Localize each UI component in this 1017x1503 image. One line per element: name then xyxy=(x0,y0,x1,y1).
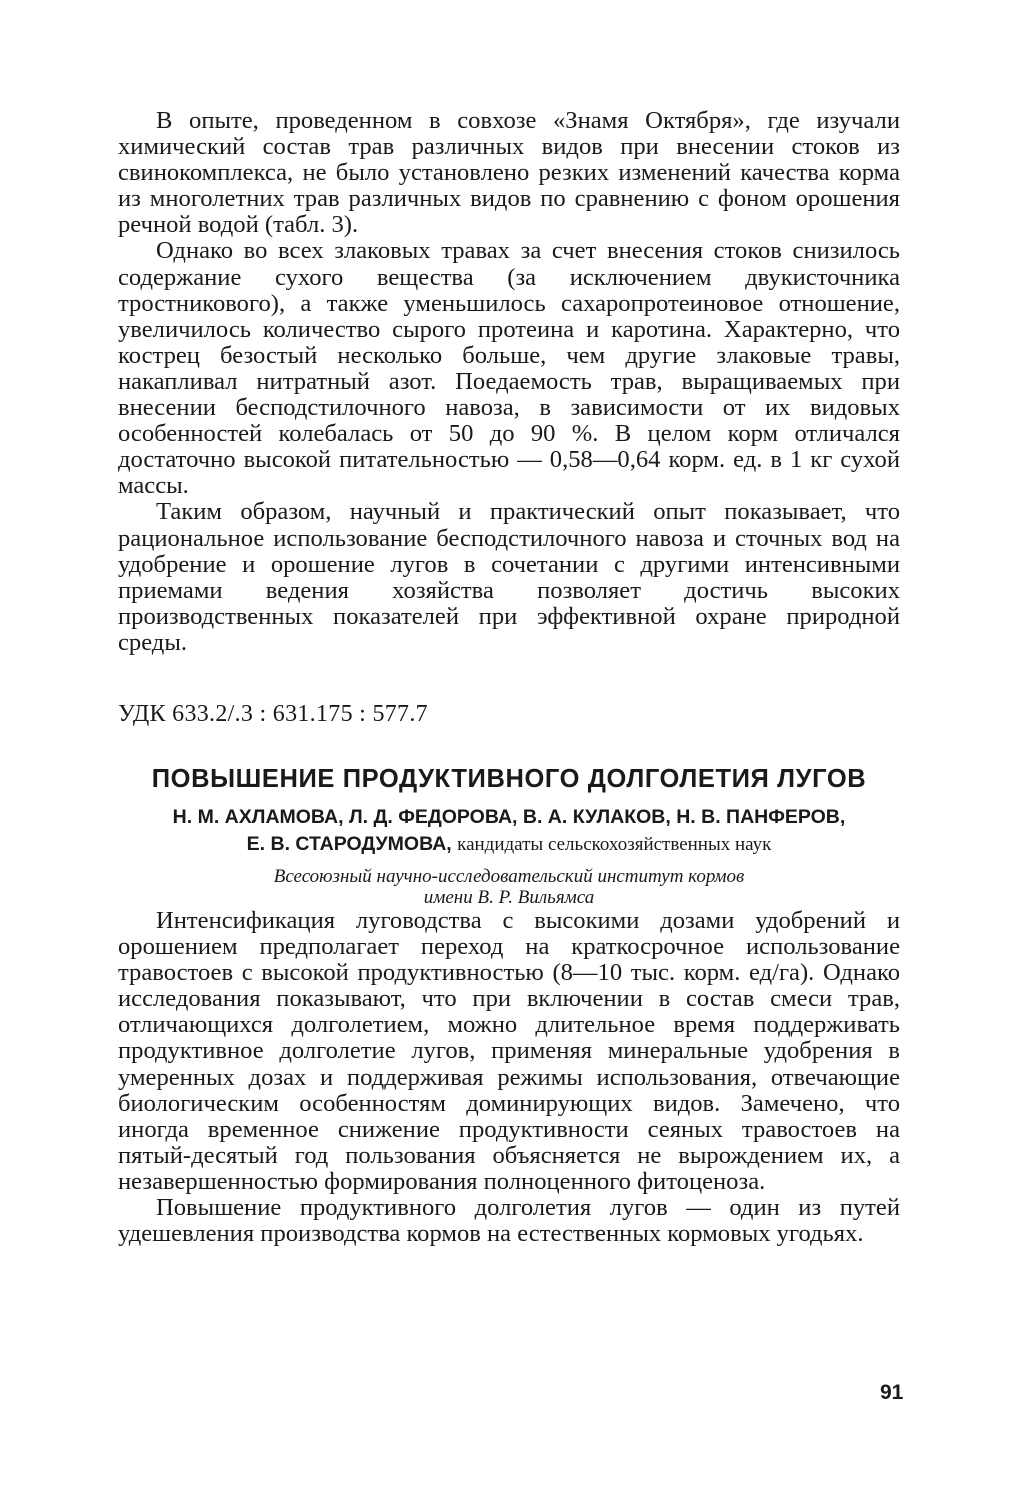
author-last: Е. В. СТАРОДУМОВА, xyxy=(246,832,452,855)
paragraph-3: Таким образом, научный и практический опыт показывает, что рациональное использование бесподстилочного навоза и сточных вод на удобрение и орошение лугов в сочетании с другими интенсивными приемами ведения хозяйства позволяет достичь высоких производственных показателей при эффективной охране природной среды. xyxy=(118,498,900,656)
page-number: 91 xyxy=(880,1381,904,1404)
article-title: ПОВЫШЕНИЕ ПРОДУКТИВНОГО ДОЛГОЛЕТИЯ ЛУГОВ xyxy=(151,764,867,793)
authors-line-1: Н. М. АХЛАМОВА, Л. Д. ФЕДОРОВА, В. А. КУЛАКОВ, Н. В. ПАНФЕРОВ, xyxy=(172,805,846,828)
paragraph-5: Повышение продуктивного долголетия лугов — один из путей удешевления производства кормов на естественных кормовых угодьях. xyxy=(118,1194,900,1248)
udk-code: УДК 633.2/.3 : 631.175 : 577.7 xyxy=(118,700,428,727)
authors-degree: кандидаты сельскохозяйственных наук xyxy=(457,833,772,855)
institute-line-1: Всесоюзный научно-исследовательский институт кормов xyxy=(273,865,745,887)
authors-line-2 xyxy=(118,831,900,858)
authors-block xyxy=(118,804,900,858)
paragraph-4: Интенсификация луговодства с высокими дозами удобрений и орошением предполагает переход на краткосрочное использование травостоев с высокой продуктивностью (8—10 тыс. корм. ед/га). Однако исследования показывают, что при включении в состав смеси трав, отличающихся долголетием, можно длительное время поддерживать продуктивное долголетие лугов, применяя минеральные удобрения в умеренных дозах и поддерживая режимы использования, отвечающие биологическим особенностям доминирующих видов. Замечено, что иногда временное снижение продуктивности сеяных травостоев на пятый-десятый год пользования объясняется не вырождением их, а незавершенностью формирования полноценного фитоценоза. xyxy=(118,906,900,1195)
institute-block xyxy=(118,866,900,908)
paragraph-2: Однако во всех злаковых травах за счет внесения стоков снизилось содержание сухого вещества (за исключением двукисточника тростникового), а также уменьшилось сахаропротеиновое отношение, увеличилось количество сырого протеина и каротина. Характерно, что кострец безостый несколько больше, чем другие злаковые травы, накапливал нитратный азот. Поедаемость трав, выращиваемых при внесении бесподстилочного навоза, в зависимости от их видовых особенностей колебалась от 50 до 90 %. В целом корм отличался достаточно высокой питательностью — 0,58—0,64 корм. ед. в 1 кг сухой массы. xyxy=(118,237,900,500)
institute-line-2: имени В. Р. Вильямса xyxy=(423,886,595,908)
page-content xyxy=(118,108,900,1247)
paragraph-1: В опыте, проведенном в совхозе «Знамя Октября», где изучали химический состав трав различных видов при внесении стоков из свинокомплекса, не было установлено резких изменений качества корма из многолетних трав различных видов по сравнению с фоном орошения речной водой (табл. 3). xyxy=(118,107,900,239)
